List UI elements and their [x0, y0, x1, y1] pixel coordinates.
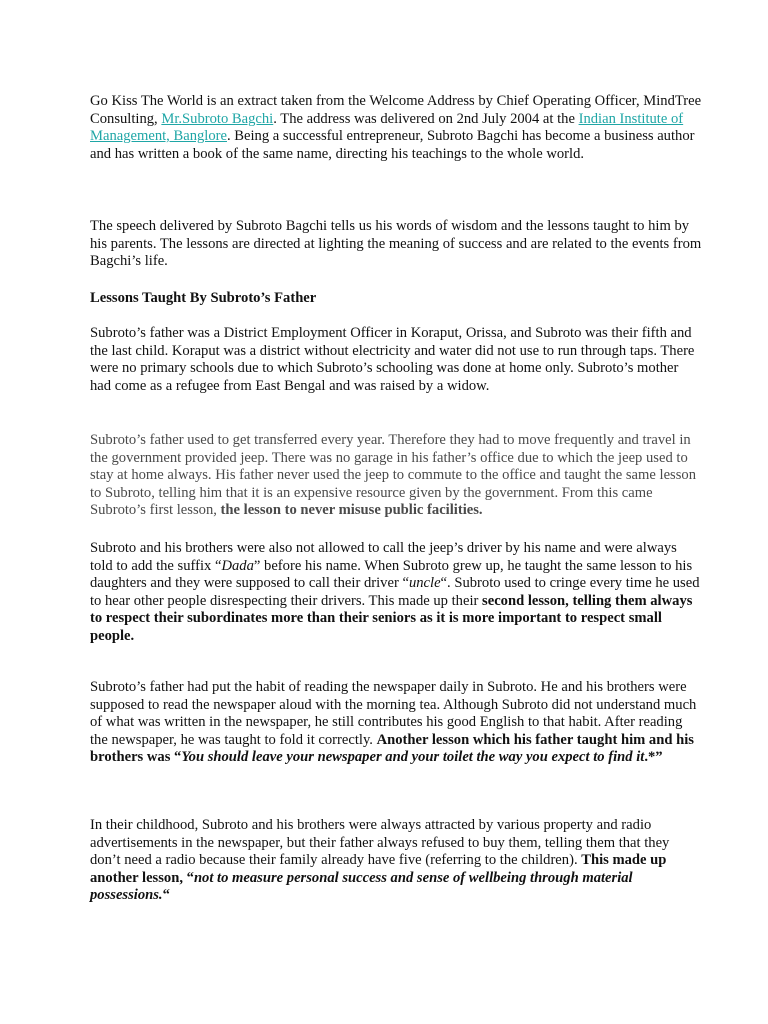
intro-paragraph	[90, 93, 702, 163]
intro-text-2: . The address was delivered on 2nd July 2004 at the	[273, 110, 579, 127]
possessions-lesson-paragraph	[90, 817, 702, 905]
iim-bangalore-link[interactable]: Indian Institute of Management, Banglore	[90, 110, 684, 145]
newspaper-lesson-bold-2: .*”	[644, 749, 663, 766]
father-background-paragraph: Subroto’s father was a District Employment Officer in Koraput, Orissa, and Subroto was their fifth and the last child. Koraput was a district without electricity and water did not use to run through taps. There were no primary schools due to which Subroto’s schooling was done at home only. Subroto’s mother had come as a refugee from East Bengal and was raised by a widow.	[90, 325, 695, 394]
possessions-lesson-quote: not to measure personal success and sense of wellbeing through material possessions.	[90, 869, 633, 904]
newspaper-lesson-paragraph	[90, 679, 702, 767]
newspaper-lesson-quote: You should leave your newspaper and your toilet the way you expect to find it	[181, 749, 645, 766]
intro-text-3: . Being a successful entrepreneur, Subroto Bagchi has become a business author and has written a book of the same name, directing his teachings to the whole world.	[90, 128, 695, 162]
section-heading: Lessons Taught By Subroto’s Father	[90, 290, 317, 306]
newspaper-lesson-bold-1: Another lesson which his father taught him and his brothers was “	[90, 731, 694, 766]
second-lesson-text-1: Subroto and his brothers were also not allowed to call the jeep’s driver by his name and were always told to add the suffix “	[90, 540, 677, 574]
second-lesson-text-2: ” before his name. When Subroto grew up, he taught the same lesson to his daughters and they were supposed to call their driver “	[90, 557, 693, 592]
second-lesson-paragraph	[90, 540, 702, 646]
second-lesson-bold: second lesson, telling them always to respect their subordinates more than their seniors as it is more important to respect small people.	[90, 592, 693, 644]
intro-text-1: Go Kiss The World is an extract taken from the Welcome Address by Chief Operating Officer, MindTree Consulting,	[90, 93, 702, 127]
possessions-lesson-bold-1: This made up another lesson, “	[90, 852, 667, 886]
subroto-bagchi-link[interactable]: Mr.Subroto Bagchi	[161, 110, 274, 127]
newspaper-lesson-text: Subroto’s father had put the habit of reading the newspaper daily in Subroto. He and his brothers were supposed to read the newspaper aloud with the morning tea. Although Subroto did not understand much of what was written in the newspaper, he still contributes his good English to that habit. After reading the newspaper, he was taught to fold it correctly.	[90, 679, 697, 748]
possessions-lesson-text: In their childhood, Subroto and his brothers were always attracted by various property and radio advertisements in the newspaper, but their father always refused to buy them, telling them that they don’t need a radio because their family already have five (referring to the children).	[90, 817, 670, 869]
possessions-lesson-bold-2: “	[162, 887, 170, 904]
speech-summary-paragraph: The speech delivered by Subroto Bagchi tells us his words of wisdom and the lessons taught to him by his parents. The lessons are directed at lighting the meaning of success and are related to the events from Bagchi’s life.	[90, 218, 702, 270]
first-lesson-text: Subroto’s father used to get transferred every year. Therefore they had to move frequently and travel in the government provided jeep. There was no garage in his father’s office due to which the jeep used to stay at home always. His father never used the jeep to commute to the office and taught the same lesson to Subroto, telling him that it is an expensive resource given by the government. From this came Subroto’s first lesson,	[90, 432, 696, 519]
dada-italic: Dada	[221, 557, 254, 574]
uncle-italic: uncle	[408, 575, 441, 592]
first-lesson-bold: the lesson to never misuse public facilities.	[220, 502, 483, 519]
second-lesson-text-3: “. Subroto used to cringe every time he used to hear other people disrespecting their drivers. This made up their	[90, 575, 700, 609]
first-lesson-paragraph	[90, 432, 702, 520]
